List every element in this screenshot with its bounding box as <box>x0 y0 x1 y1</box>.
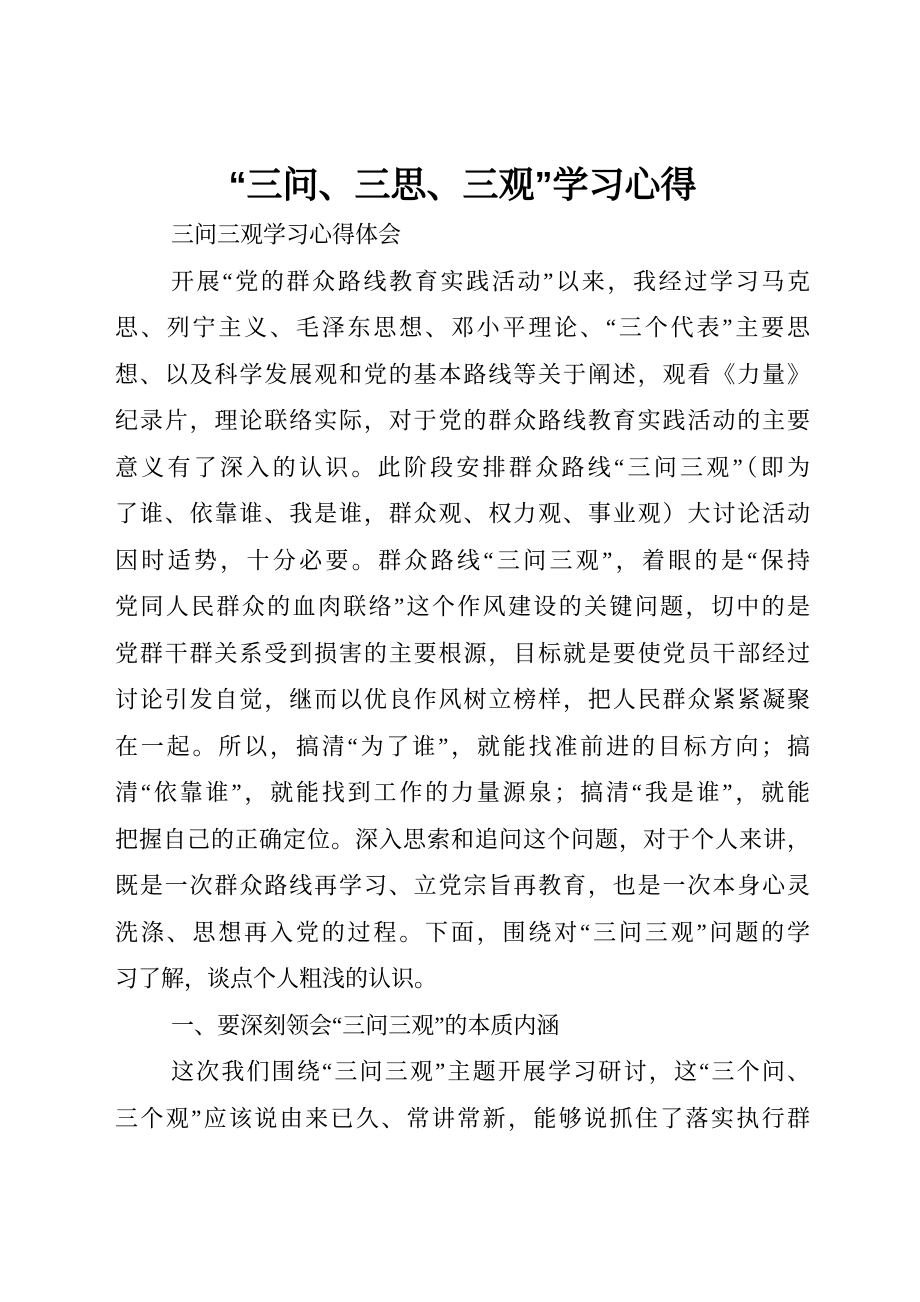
text-line: 这次我们围绕“三问三观”主题开展学习研讨，这“三个问、 <box>171 1059 810 1084</box>
text-line: 把握自己的正确定位。深入思索和追问这个问题，对于个人来讲， <box>115 826 810 852</box>
document-title: “三问、三思、三观”学习心得 <box>228 164 697 205</box>
document-body <box>115 212 810 1142</box>
text-line: 意义有了深入的认识。此阶段安排群众路线“三问三观”（即为 <box>115 454 810 480</box>
text-line: 三个观”应该说由来已久、常讲常新，能够说抓住了落实执行群 <box>115 1105 810 1131</box>
text-line: 因时适势，十分必要。群众路线“三问三观”，着眼的是“保持 <box>115 547 810 573</box>
text-line: 洗涤、思想再入党的过程。下面，围绕对“三问三观”问题的学 <box>115 919 810 945</box>
text-line: 清“依靠谁”，就能找到工作的力量源泉；搞清“我是谁”，就能 <box>115 780 810 805</box>
text-line: 习了解，谈点个人粗浅的认识。 <box>115 966 437 991</box>
text-line: 了谁、依靠谁、我是谁，群众观、权力观、事业观）大讨论活动 <box>115 501 810 526</box>
text-line: 在一起。所以，搞清“为了谁”，就能找准前进的目标方向；搞 <box>115 733 810 759</box>
section-heading-line: 一、要深刻领会“三问三观”的本质内涵 <box>171 1012 560 1038</box>
text-line: 既是一次群众路线再学习、立党宗旨再教育，也是一次本身心灵 <box>115 873 810 898</box>
text-line: 思、列宁主义、毛泽东思想、邓小平理论、“三个代表”主要思 <box>115 315 810 340</box>
text-line: 开展“党的群众路线教育实践活动”以来，我经过学习马克 <box>171 268 810 294</box>
subtitle-line: 三问三观学习心得体会 <box>171 222 401 247</box>
text-line: 纪录片，理论联络实际，对于党的群众路线教育实践活动的主要 <box>115 408 810 433</box>
text-line: 讨论引发自觉，继而以优良作风树立榜样，把人民群众紧紧凝聚 <box>115 687 810 712</box>
text-line: 党群干群关系受到损害的主要根源，目标就是要使党员干部经过 <box>115 640 810 666</box>
text-line: 想、以及科学发展观和党的基本路线等关于阐述，观看《力量》 <box>115 361 810 387</box>
text-line: 党同人民群众的血肉联络”这个作风建设的关键问题，切中的是 <box>115 594 810 619</box>
